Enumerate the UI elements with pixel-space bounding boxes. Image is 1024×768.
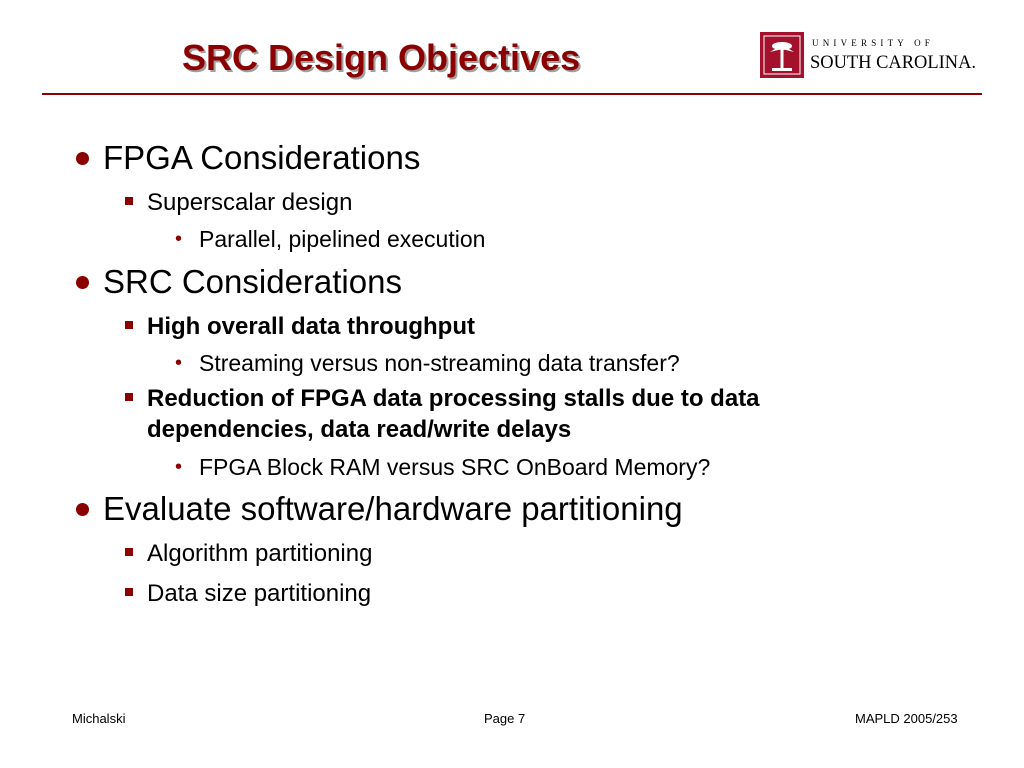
bullet-item-level3: FPGA Block RAM versus SRC OnBoard Memory? [199,454,711,480]
bullet-square-icon [125,321,133,329]
footer-author: Michalski [72,711,126,726]
bullet-item-level1: FPGA Considerations [103,139,421,176]
bullet-item-level2-continuation: dependencies, data read/write delays [147,416,572,443]
bullet-item-level3: Parallel, pipelined execution [199,226,486,252]
bullet-small-dot-icon: • [175,228,183,250]
slide-title: SRC Design Objectives [182,37,581,78]
bullet-item-level1: SRC Considerations [103,263,402,300]
bullet-dot-icon [76,152,89,165]
bullet-item-level2: Algorithm partitioning [147,540,373,567]
bullet-square-icon [125,393,133,401]
bullet-item-level1: Evaluate software/hardware partitioning [103,490,683,527]
footer-conference: MAPLD 2005/253 [855,711,958,726]
logo-line2: SOUTH CAROLINA. [810,52,976,73]
logo-line1: UNIVERSITY OF [812,38,935,48]
bullet-item-level2: Data size partitioning [147,580,372,607]
bullet-small-dot-icon: • [175,456,183,478]
bullet-item-level2: Superscalar design [147,189,353,216]
bullet-dot-icon [76,503,89,516]
footer-page-number: Page 7 [484,711,526,726]
bullet-small-dot-icon: • [175,352,183,374]
bullet-item-level2: Reduction of FPGA data processing stalls due to data [147,385,760,412]
bullet-square-icon [125,548,133,556]
bullet-item-level2: High overall data throughput [147,313,475,340]
bullet-item-level3: Streaming versus non-streaming data transfer? [199,350,680,376]
bullet-square-icon [125,197,133,205]
bullet-square-icon [125,588,133,596]
bullet-dot-icon [76,276,89,289]
